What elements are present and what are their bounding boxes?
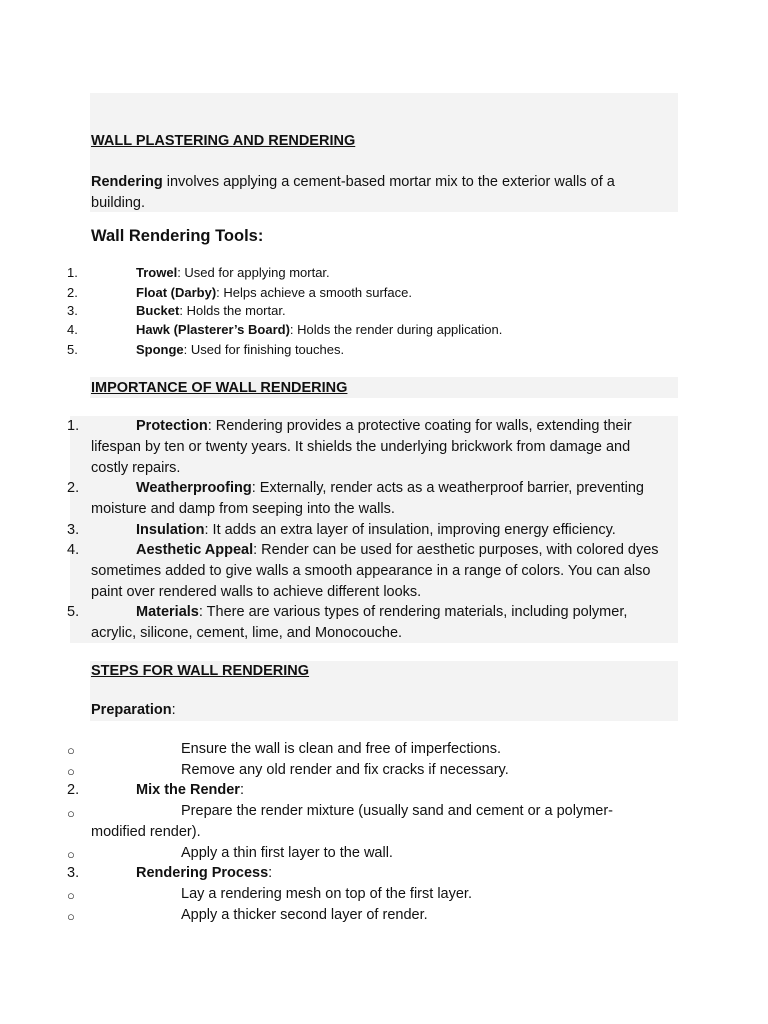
- bullet-text: Prepare the render mixture (usually sand and cement or a polymer-: [181, 803, 613, 819]
- importance-text: : It adds an extra layer of insulation, improving energy efficiency.: [204, 522, 616, 538]
- list-item-line: sometimes added to give walls a smooth appearance in a range of colors. You can also: [91, 563, 651, 579]
- list-number: 4.: [67, 322, 78, 337]
- tool-desc: : Holds the render during application.: [289, 322, 503, 337]
- steps-heading: STEPS FOR WALL RENDERING: [91, 663, 310, 679]
- list-item-line: lifespan by ten or twenty years. It shields the underlying brickwork from damage and: [91, 439, 631, 455]
- importance-text: : Externally, render acts as a weatherproof barrier, preventing: [251, 480, 644, 496]
- list-item-text: [136, 285, 412, 300]
- bullet-marker: ○: [67, 847, 75, 862]
- document-title: WALL PLASTERING AND RENDERING: [91, 133, 356, 149]
- importance-text: : There are various types of rendering materials, including polymer,: [198, 604, 628, 620]
- list-item: [67, 285, 78, 300]
- importance-name: Materials: [136, 604, 199, 620]
- list-item-line: [136, 480, 644, 496]
- list-number: 4.: [67, 542, 80, 558]
- bullet-text: Apply a thin first layer to the wall.: [181, 845, 393, 861]
- importance-name: Weatherproofing: [136, 480, 252, 496]
- list-item: [67, 265, 78, 280]
- bullet-marker: ○: [67, 909, 75, 924]
- bullet-text: Ensure the wall is clean and free of imperfections.: [181, 741, 501, 757]
- list-item-line: paint over rendered walls to achieve different looks.: [91, 584, 422, 600]
- tool-desc: : Used for finishing touches.: [183, 342, 345, 357]
- process-label: [136, 865, 272, 881]
- tool-name: Hawk (Plasterer’s Board): [136, 322, 290, 337]
- tool-name: Float (Darby): [136, 285, 217, 300]
- list-item-text: [136, 342, 344, 357]
- preparation-colon: :: [171, 702, 176, 718]
- intro-line-1: involves applying a cement-based mortar mix to the exterior walls of a: [162, 174, 615, 190]
- importance-text: : Rendering provides a protective coating for walls, extending their: [207, 418, 632, 434]
- bullet-text-continued: modified render).: [91, 824, 201, 840]
- list-number: 1.: [67, 418, 80, 434]
- importance-text: : Render can be used for aesthetic purposes, with colored dyes: [253, 542, 659, 558]
- list-number: 5.: [67, 342, 78, 357]
- bullet-marker: ○: [67, 743, 75, 758]
- importance-name: Insulation: [136, 522, 205, 538]
- tool-name: Bucket: [136, 303, 180, 318]
- preparation-title: Preparation: [91, 702, 172, 718]
- mix-label: [136, 782, 244, 798]
- list-item-line: moisture and damp from seeping into the walls.: [91, 501, 395, 517]
- importance-name: Aesthetic Appeal: [136, 542, 254, 558]
- list-item-line: costly repairs.: [91, 460, 181, 476]
- list-item-line: [136, 604, 627, 620]
- list-item-line: acrylic, silicone, cement, lime, and Monocouche.: [91, 625, 403, 641]
- intro-line-2: building.: [91, 194, 146, 211]
- bullet-marker: ○: [67, 888, 75, 903]
- tools-heading: Wall Rendering Tools:: [91, 227, 264, 245]
- bullet-marker: ○: [67, 806, 75, 821]
- list-number: 2.: [67, 480, 80, 496]
- process-colon: :: [268, 865, 273, 881]
- list-number: 2.: [67, 285, 78, 300]
- list-item: [67, 322, 78, 337]
- list-item-text: [136, 322, 502, 337]
- tool-name: Sponge: [136, 342, 184, 357]
- preparation-label: [91, 702, 176, 718]
- list-number: 3.: [67, 865, 80, 881]
- bullet-marker: ○: [67, 764, 75, 779]
- importance-heading: IMPORTANCE OF WALL RENDERING: [91, 380, 348, 396]
- process-title: Rendering Process: [136, 865, 269, 881]
- bullet-text: Lay a rendering mesh on top of the first layer.: [181, 886, 472, 902]
- importance-name: Protection: [136, 418, 208, 434]
- list-item-line: [136, 542, 659, 558]
- list-item: [67, 342, 78, 357]
- mix-title: Mix the Render: [136, 782, 240, 798]
- list-item-line: [136, 522, 616, 538]
- bullet-text: Apply a thicker second layer of render.: [181, 907, 428, 923]
- list-number: 3.: [67, 303, 78, 318]
- list-number: 3.: [67, 522, 80, 538]
- list-item-text: [136, 303, 286, 318]
- list-item: [67, 303, 78, 318]
- mix-colon: :: [239, 782, 244, 798]
- tool-name: Trowel: [136, 265, 178, 280]
- list-item-line: [136, 418, 632, 434]
- tool-desc: : Used for applying mortar.: [177, 265, 330, 280]
- intro-term: Rendering: [91, 174, 163, 190]
- bullet-text: Remove any old render and fix cracks if necessary.: [181, 762, 509, 778]
- tool-desc: : Holds the mortar.: [179, 303, 286, 318]
- intro-paragraph: [91, 172, 676, 213]
- list-item-text: [136, 265, 330, 280]
- list-number: 1.: [67, 265, 78, 280]
- list-number: 2.: [67, 782, 80, 798]
- list-number: 5.: [67, 604, 80, 620]
- tool-desc: : Helps achieve a smooth surface.: [216, 285, 412, 300]
